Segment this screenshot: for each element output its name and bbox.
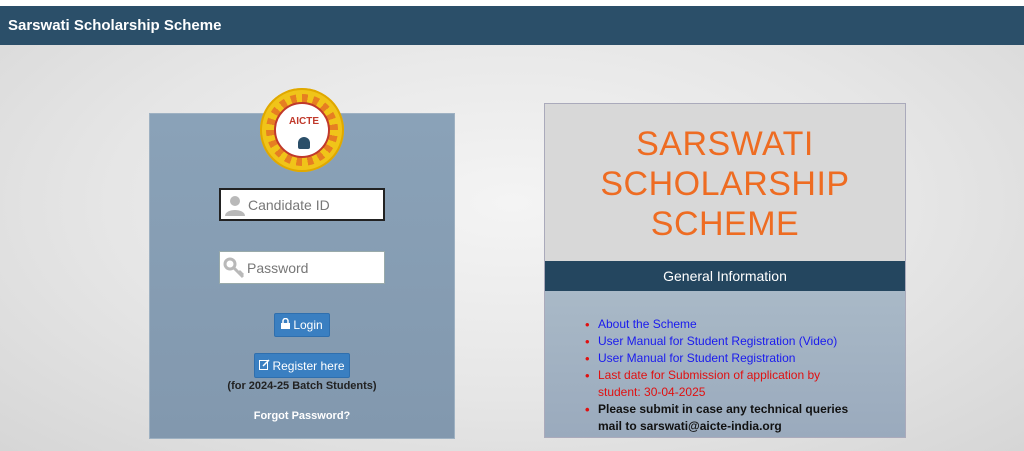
register-button[interactable] (254, 353, 350, 378)
scheme-title-line: SCHOLARSHIP (600, 165, 850, 203)
logo-abbr: AICTE (289, 116, 319, 127)
technical-queries-notice: • Please submit in case any technical queries mail to sarswati@aicte-india.org (598, 401, 868, 435)
logo-seal (274, 102, 330, 158)
scheme-title-line: SARSWATI (636, 125, 814, 163)
user-icon (223, 193, 247, 217)
app-title: Sarswati Scholarship Scheme (8, 17, 222, 34)
password-field[interactable] (219, 251, 385, 284)
key-icon (222, 256, 246, 280)
scheme-title (544, 106, 906, 262)
register-label: Register here (272, 358, 345, 373)
login-label: Login (293, 318, 323, 332)
aicte-logo (260, 88, 344, 172)
batch-note: (for 2024-25 Batch Students) (227, 380, 377, 392)
forgot-password-link[interactable]: Forgot Password? (253, 410, 351, 422)
password-input[interactable] (246, 260, 376, 276)
lock-icon (281, 318, 290, 332)
last-date-notice: • Last date for Submission of application by student: 30-04-2025 (598, 367, 848, 401)
scheme-title-line: SCHEME (650, 205, 800, 243)
user-manual-video-link[interactable]: • User Manual for Student Registration (Video) (598, 333, 888, 350)
login-button[interactable] (274, 313, 330, 337)
candidate-id-field[interactable] (219, 188, 385, 221)
info-list (598, 316, 888, 435)
candidate-id-input[interactable] (247, 197, 377, 213)
user-manual-link[interactable]: • User Manual for Student Registration (598, 350, 888, 367)
edit-icon (259, 359, 270, 373)
general-info-heading: General Information (545, 261, 905, 291)
about-scheme-link[interactable]: • About the Scheme (598, 316, 888, 333)
lamp-icon (298, 137, 310, 149)
app-header (0, 6, 1024, 45)
